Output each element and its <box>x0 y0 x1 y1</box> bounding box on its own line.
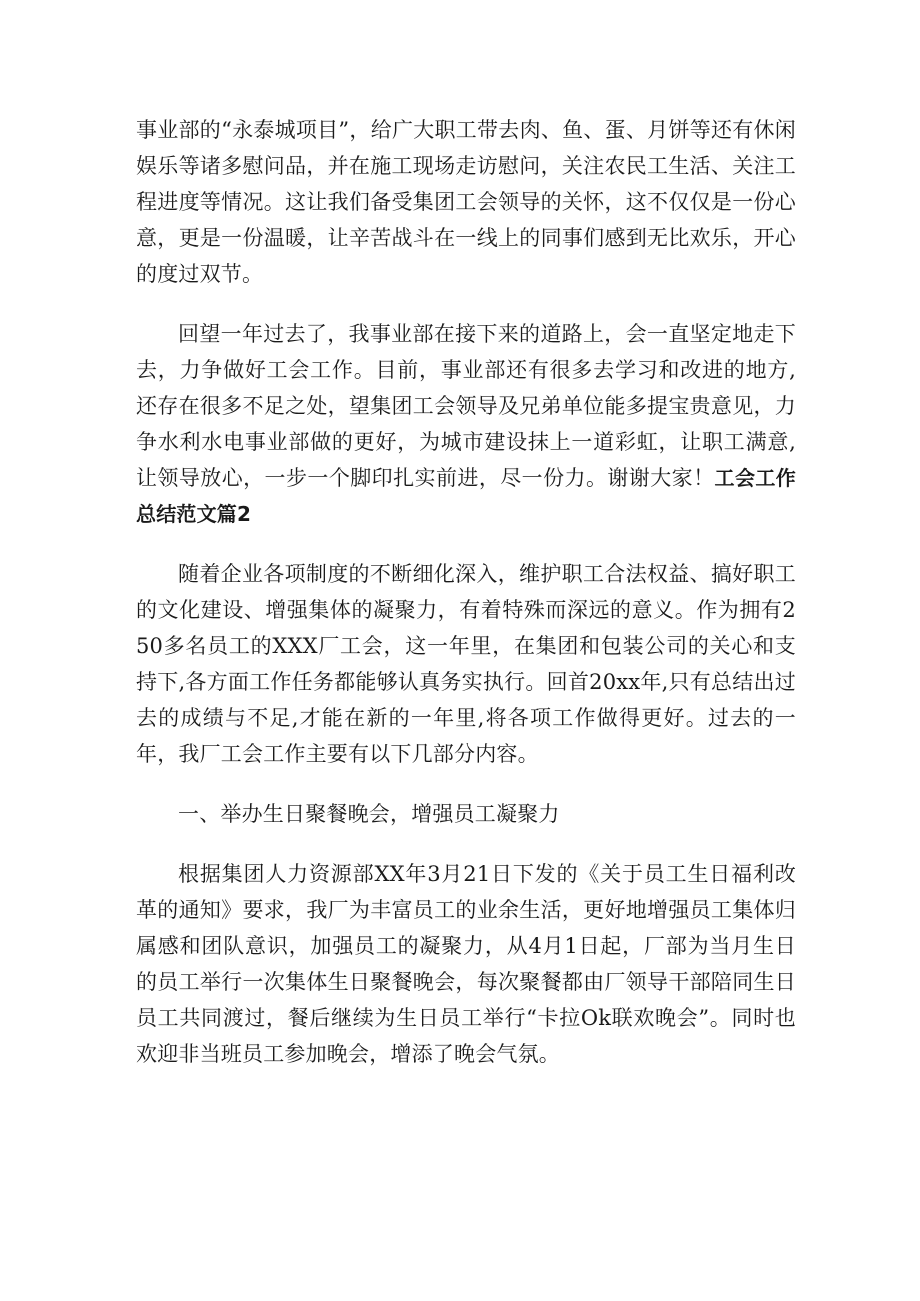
document-page <box>136 112 796 1096</box>
paragraph-1-text: 事业部的“永泰城项目”，给广大职工带去肉、鱼、蛋、月饼等还有休闲娱乐等诸多慰问品，并在施工现场走访慰问，关注农民工生活、关注工程进度等情况。这让我们备受集团工会领导的关怀，这不仅仅是一份心意，更是一份温暖，让辛苦战斗在一线上的同事们感到无比欢乐，开心的度过双节。 <box>136 118 796 286</box>
section-heading-1-text: 一、举办生日聚餐晚会，增强员工凝聚力 <box>178 802 560 826</box>
paragraph-2-text: 回望一年过去了，我事业部在接下来的道路上，会一直坚定地走下去，力争做好工会工作。目前，事业部还有很多去学习和改进的地方,还存在很多不足之处，望集团工会领导及兄弟单位能多提宝贵意见，力争水利水电事业部做的更好，为城市建设抹上一道彩虹，让职工满意,让领导放心，一步一个脚印扎实前进，尽一份力。谢谢大家！ <box>136 322 796 490</box>
section-heading-inline: 工会工作总结范文篇2 <box>136 466 796 526</box>
paragraph-2 <box>136 316 796 532</box>
paragraph-1 <box>136 112 796 292</box>
paragraph-5 <box>136 856 796 1072</box>
paragraph-3 <box>136 556 796 772</box>
section-heading-1 <box>136 796 796 832</box>
paragraph-5-text: 根据集团人力资源部XX年3月21日下发的《关于员工生日福利改革的通知》要求，我厂为丰富员工的业余生活，更好地增强员工集体归属感和团队意识，加强员工的凝聚力，从4月1日起，厂部为当月生日的员工举行一次集体生日聚餐晚会，每次聚餐都由厂领导干部陪同生日员工共同渡过，餐后继续为生日员工举行“卡拉Ok联欢晚会”。同时也欢迎非当班员工参加晚会，增添了晚会气氛。 <box>136 862 796 1066</box>
paragraph-3-text: 随着企业各项制度的不断细化深入，维护职工合法权益、搞好职工的文化建设、增强集体的凝聚力，有着特殊而深远的意义。作为拥有250多名员工的XXX厂工会，这一年里，在集团和包装公司的关心和支持下,各方面工作任务都能够认真务实执行。回首20xx年,只有总结出过去的成绩与不足,才能在新的一年里,将各项工作做得更好。过去的一年，我厂工会工作主要有以下几部分内容。 <box>136 562 796 766</box>
